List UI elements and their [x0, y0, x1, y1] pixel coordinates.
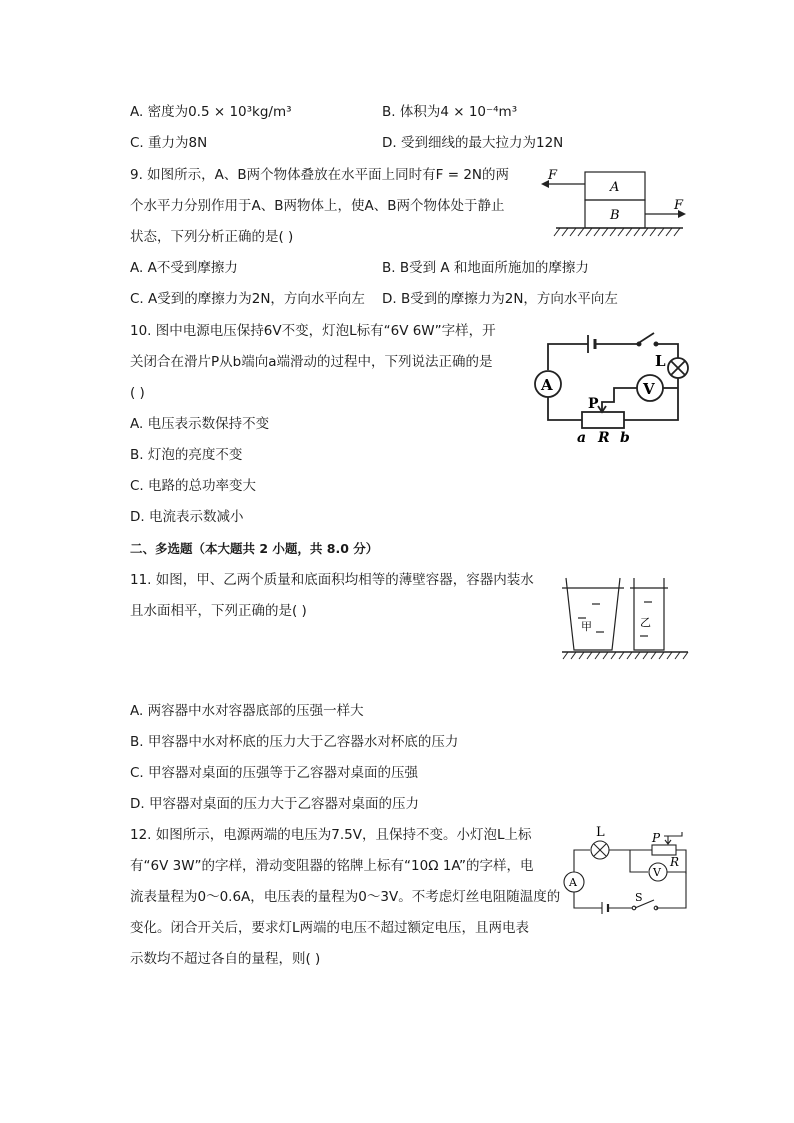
ammeter-label: A: [569, 876, 577, 889]
ground-hatching: [554, 228, 680, 236]
q11-option-b: B. 甲容器中水对杯底的压力大于乙容器水对杯底的压力: [130, 734, 459, 750]
q10-option-c: C. 电路的总功率变大: [130, 478, 257, 494]
q11-ground-hatching: [563, 652, 688, 659]
q11-stem-line2: 且水面相平，下列正确的是( ): [130, 603, 307, 619]
q11-option-c: C. 甲容器对桌面的压强等于乙容器对桌面的压强: [130, 765, 419, 781]
force-right-label: F: [674, 198, 684, 213]
resistor-label: R: [598, 430, 610, 444]
switch-label: S: [635, 891, 643, 904]
end-a-label: a: [577, 430, 587, 444]
q10-option-b: B. 灯泡的亮度不变: [130, 447, 243, 463]
q12-stem-line5: 示数均不超过各自的量程，则( ): [130, 951, 321, 967]
q10-option-d: D. 电流表示数减小: [130, 509, 244, 525]
container-jia: [566, 578, 620, 650]
q12-stem-line4: 变化。闭合开关后，要求灯L两端的电压不超过额定电压，且两电表: [130, 920, 530, 936]
q11-option-d: D. 甲容器对桌面的压力大于乙容器对桌面的压力: [130, 796, 419, 812]
lamp-label: L: [596, 825, 605, 840]
q9-stem-line2: 个水平力分别作用于A、B两物体上，使A、B两个物体处于静止: [130, 198, 505, 214]
q10-stem-line3: ( ): [130, 385, 145, 401]
container-yi: [634, 578, 664, 650]
slider-label: P: [652, 831, 661, 845]
resistor-label: R: [670, 855, 680, 869]
q11-stem-line1: 11. 如图，甲、乙两个质量和底面积均相等的薄壁容器，容器内装水: [130, 572, 534, 588]
q11-option-a: A. 两容器中水对容器底部的压强一样大: [130, 703, 364, 719]
container-yi-label: 乙: [640, 616, 651, 629]
block-b-label: B: [610, 208, 620, 223]
q10-circuit-figure: [532, 322, 692, 444]
force-left-label: F: [548, 168, 558, 183]
voltmeter-label: V: [653, 866, 661, 879]
slider-label: P: [588, 396, 599, 412]
q9-option-b: B. B受到 A 和地面所施加的摩擦力: [382, 260, 589, 276]
ammeter-label: A: [541, 376, 553, 394]
q12-stem-line2: 有“6V 3W”的字样，滑动变阻器的铭牌上标有“10Ω 1A”的字样，电: [130, 858, 534, 874]
q10-option-a: A. 电压表示数保持不变: [130, 416, 270, 432]
q10-stem-line1: 10. 图中电源电压保持6V不变，灯泡L标有“6V 6W”字样，开: [130, 323, 496, 339]
block-a-label: A: [610, 180, 620, 195]
q10-stem-line2: 关闭合在滑片P从b端向a端滑动的过程中，下列说法正确的是: [130, 354, 493, 370]
q9-blocks-figure: [538, 164, 688, 242]
q9-option-c: C. A受到的摩擦力为2N，方向水平向左: [130, 291, 365, 307]
q12-circuit-figure: [560, 824, 692, 916]
lamp-label: L: [655, 352, 666, 370]
q8-option-b: B. 体积为4 × 10⁻⁴m³: [382, 104, 518, 120]
q8-option-a: A. 密度为0.5 × 10³kg/m³: [130, 104, 292, 120]
q8-option-d: D. 受到细线的最大拉力为12N: [382, 135, 564, 151]
end-b-label: b: [620, 430, 630, 444]
q9-option-d: D. B受到的摩擦力为2N，方向水平向左: [382, 291, 618, 307]
q9-option-a: A. A不受到摩擦力: [130, 260, 238, 276]
voltmeter-label: V: [643, 380, 655, 398]
q9-stem-line3: 状态，下列分析正确的是( ): [130, 229, 294, 245]
q11-containers-figure: [560, 574, 692, 662]
section-heading-multiple-choice: 二、多选题（本大题共 2 小题，共 8.0 分）: [130, 541, 379, 556]
q12-stem-line1: 12. 如图所示，电源两端的电压为7.5V，且保持不变。小灯泡L上标: [130, 827, 532, 843]
q12-stem-line3: 流表量程为0～0.6A，电压表的量程为0～3V。不考虑灯丝电阻随温度的: [130, 889, 561, 905]
q8-option-c: C. 重力为8N: [130, 135, 208, 151]
q9-stem-line1: 9. 如图所示，A、B两个物体叠放在水平面上同时有F = 2N的两: [130, 167, 510, 183]
container-jia-label: 甲: [581, 620, 592, 633]
